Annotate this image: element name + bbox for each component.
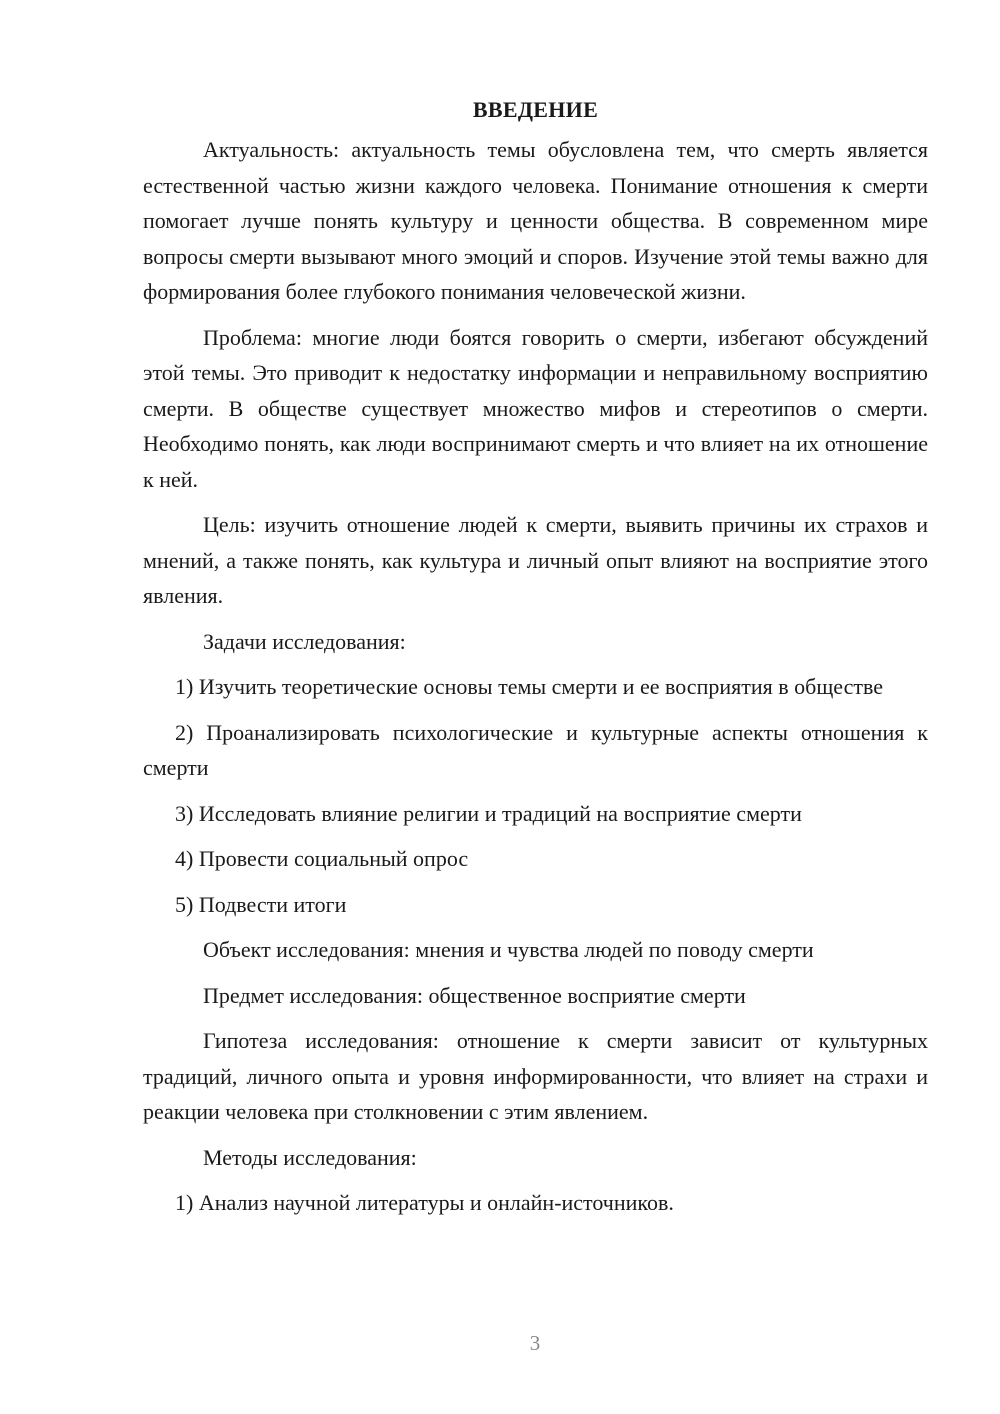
task-item-3: 3) Исследовать влияние религии и традиций на восприятие смерти — [175, 800, 802, 826]
problem-paragraph: Проблема: многие люди боятся говорить о смерти, избегают обсуждений этой темы. Это приводит к недостатку информации и неправильному восприятию смерти. В обществе существует множество мифов и стереотипов о смерти. Необходимо понять, как люди воспринимают смерть и что влияет на их отношение к ней. — [143, 324, 928, 492]
goal-paragraph: Цель: изучить отношение людей к смерти, выявить причины их страхов и мнений, а также понять, как культура и личный опыт влияют на восприятие этого явления. — [143, 512, 928, 608]
hypothesis-paragraph: Гипотеза исследования: отношение к смерти зависит от культурных традиций, личного опыта и уровня информированности, что влияет на страхи и реакции человека при столкновении с этим явлением. — [143, 1028, 928, 1124]
subject-paragraph: Предмет исследования: общественное восприятие смерти — [203, 982, 746, 1008]
relevance-paragraph: Актуальность: актуальность темы обусловлена тем, что смерть является естественной частью жизни каждого человека. Понимание отношения к смерти помогает лучше понять культуру и ценности общества. В современном мире вопросы смерти вызывают много эмоций и споров. Изучение этой темы важно для формирования более глубокого понимания человеческой жизни. — [143, 137, 928, 304]
object-paragraph: Объект исследования: мнения и чувства людей по поводу смерти — [203, 937, 814, 962]
task-item-5: 5) Подвести итоги — [175, 891, 347, 917]
tasks-heading: Задачи исследования: — [203, 628, 406, 654]
task-item-2: 2) Проанализировать психологические и культурные аспекты отношения к смерти — [143, 719, 928, 780]
page-content — [143, 92, 928, 1231]
task-item-4: 4) Провести социальный опрос — [175, 846, 469, 871]
task-item-1: 1) Изучить теоретические основы темы смерти и ее восприятия в обществе — [175, 674, 883, 699]
method-item-1: 1) Анализ научной литературы и онлайн-источников. — [175, 1190, 674, 1215]
page-number: 3 — [529, 1331, 541, 1355]
page-heading: ВВЕДЕНИЕ — [472, 97, 599, 122]
methods-heading: Методы исследования: — [203, 1144, 417, 1170]
